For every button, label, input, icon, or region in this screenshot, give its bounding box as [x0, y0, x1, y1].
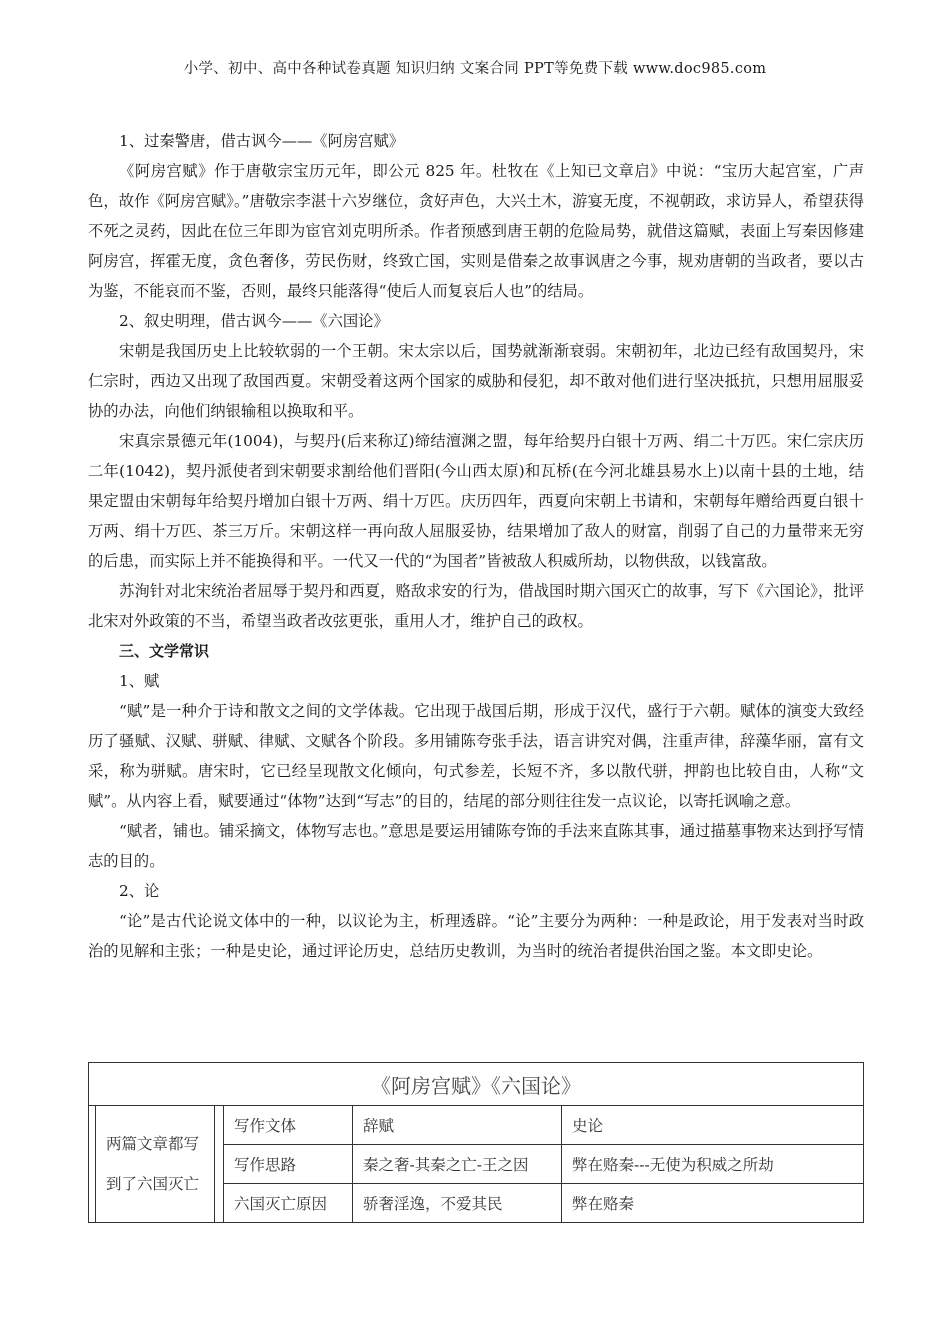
- table-cell: 弊在赂秦---无使为积威之所劫: [562, 1145, 864, 1184]
- document-body: [88, 126, 864, 966]
- section-title-afanggong: 1、过秦警唐，借古讽今——《阿房宫赋》: [119, 132, 405, 150]
- page-header: 小学、初中、高中各种试卷真题 知识归纳 文案合同 PPT等免费下载 www.doc985.com: [183, 61, 767, 77]
- table-row-label: 六国灭亡原因: [224, 1184, 353, 1223]
- table-cell: 辞赋: [353, 1106, 562, 1145]
- paragraph: “赋”是一种介于诗和散文之间的文学体裁。它出现于战国后期，形成于汉代，盛行于六朝。赋体的演变大致经历了骚赋、汉赋、骈赋、律赋、文赋各个阶段。多用铺陈夸张手法，语言讲究对偶，注重声律，辞藻华丽，富有文采，称为骈赋。唐宋时，它已经呈现散文化倾向，句式参差，长短不齐，多以散代骈，押韵也比较自由，人称“文赋”。从内容上看，赋要通过“体物”达到“写志”的目的，结尾的部分则往往发一点议论，以寄托讽喻之意。: [88, 702, 864, 810]
- subsection-title-fu: 1、赋: [119, 672, 160, 690]
- table-merged-label: 两篇文章都写到了六国灭亡: [96, 1106, 215, 1223]
- table-cell: 骄奢淫逸，不爱其民: [353, 1184, 562, 1223]
- table-row: [89, 1106, 864, 1145]
- paragraph: 苏洵针对北宋统治者屈辱于契丹和西夏，赂敌求安的行为，借战国时期六国灭亡的故事，写下《六国论》，批评北宋对外政策的不当，希望当政者改弦更张，重用人才，维护自己的政权。: [88, 582, 864, 630]
- table-cell: 弊在赂秦: [562, 1184, 864, 1223]
- subsection-title-lun: 2、论: [119, 882, 160, 900]
- paragraph: 宋真宗景德元年(1004)，与契丹(后来称辽)缔结澶渊之盟，每年给契丹白银十万两、绢二十万匹。宋仁宗庆历二年(1042)，契丹派使者到宋朝要求割给他们晋阳(今山西太原)和瓦桥(在今河北雄县易水上)以南十县的土地，结果定盟由宋朝每年给契丹增加白银十万两、绢十万匹。庆历四年，西夏向宋朝上书请和，宋朝每年赠给西夏白银十万两、绢十万匹、茶三万斤。宋朝这样一再向敌人屈服妥协，结果增加了敌人的财富，削弱了自己的力量带来无穷的后患，而实际上并不能换得和平。一代又一代的“为国者”皆被敌人积威所劫，以物供敌，以钱富敌。: [88, 432, 864, 570]
- paragraph: 《阿房宫赋》作于唐敬宗宝历元年，即公元 825 年。杜牧在《上知已文章启》中说：“宝历大起宫室，广声色，故作《阿房宫赋》。”唐敬宗李湛十六岁继位，贪好声色，大兴土木，游宴无度，不视朝政，求访异人，希望获得不死之灵药，因此在位三年即为宦官刘克明所杀。作者预感到唐王朝的危险局势，就借这篇赋，表面上写秦因修建阿房宫，挥霍无度，贪色奢侈，劳民伤财，终致亡国，实则是借秦之故事讽唐之今事，规劝唐朝的当政者，要以古为鉴，不能哀而不鉴，否则，最终只能落得“使后人而复哀后人也”的结局。: [88, 162, 864, 300]
- table-cell-blank: [215, 1106, 224, 1223]
- table-title-row: [89, 1063, 864, 1106]
- table-cell: 史论: [562, 1106, 864, 1145]
- paragraph: “赋者，铺也。铺采摘文，体物写志也。”意思是要运用铺陈夸饰的手法来直陈其事，通过描墓事物来达到抒写情志的目的。: [88, 822, 864, 870]
- table-cell: 秦之奢-其秦之亡-王之因: [353, 1145, 562, 1184]
- section-heading-literature: 三、文学常识: [119, 642, 210, 660]
- table-row-label: 写作文体: [224, 1106, 353, 1145]
- table-cell-blank: [89, 1106, 96, 1223]
- paragraph: “论”是古代论说文体中的一种，以议论为主，析理透辟。“论”主要分为两种：一种是政论，用于发表对当时政治的见解和主张；一种是史论，通过评论历史，总结历史教训，为当时的统治者提供治国之鉴。本文即史论。: [88, 912, 864, 960]
- section-title-liuguolun: 2、叙史明理，借古讽今——《六国论》: [119, 312, 389, 330]
- paragraph: 宋朝是我国历史上比较软弱的一个王朝。宋太宗以后，国势就渐渐衰弱。宋朝初年，北边已经有敌国契丹，宋仁宗时，西边又出现了敌国西夏。宋朝受着这两个国家的威胁和侵犯，却不敢对他们进行坚决抵抗，只想用屈服妥协的办法，向他们纳银输租以换取和平。: [88, 342, 864, 420]
- comparison-table: [88, 1062, 864, 1223]
- table-title: 《阿房宫赋》《六国论》: [89, 1063, 864, 1106]
- table-row-label: 写作思路: [224, 1145, 353, 1184]
